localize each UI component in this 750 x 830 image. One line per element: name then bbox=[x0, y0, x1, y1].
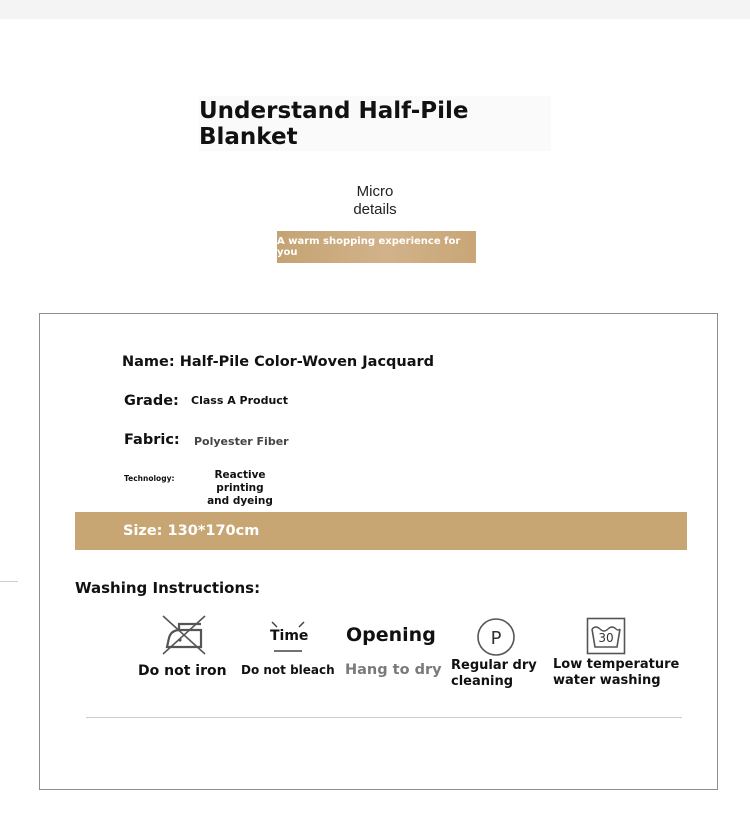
wash-30-icon bbox=[586, 617, 626, 655]
card-divider bbox=[86, 717, 682, 718]
grade-value: Class A Product bbox=[191, 394, 289, 407]
dry-clean-p-icon bbox=[476, 617, 516, 657]
washing-title: Washing Instructions: bbox=[75, 579, 261, 597]
no-bleach-caption: Do not bleach bbox=[241, 663, 335, 677]
micro-line1: Micro bbox=[356, 183, 394, 200]
page-title bbox=[199, 96, 551, 151]
time-icon-text: Time bbox=[270, 628, 309, 644]
technology-value-line2: and dyeing bbox=[207, 495, 273, 507]
low-temp-caption-line2: water washing bbox=[553, 673, 661, 688]
name-label: Name: Half-Pile Color-Woven Jacquard bbox=[122, 354, 435, 370]
tagline-banner bbox=[277, 231, 476, 263]
no-iron-caption: Do not iron bbox=[138, 663, 227, 679]
dry-clean-caption-line1: Regular dry bbox=[451, 658, 537, 673]
product-info-card bbox=[39, 313, 718, 790]
size-text: Size: 130*170cm bbox=[123, 523, 260, 539]
technology-label: Technology: bbox=[124, 474, 175, 483]
grade-label: Grade: bbox=[124, 393, 179, 409]
micro-details-heading bbox=[320, 183, 430, 219]
low-temp-caption-line1: Low temperature bbox=[553, 657, 680, 672]
technology-value bbox=[190, 469, 290, 508]
micro-line2: details bbox=[353, 201, 397, 218]
dry-clean-p-letter: P bbox=[490, 628, 502, 649]
opening-icon-text: Opening bbox=[346, 624, 436, 646]
top-gray-bar bbox=[0, 0, 750, 19]
hang-dry-caption: Hang to dry bbox=[345, 662, 442, 678]
dry-clean-caption-line2: cleaning bbox=[451, 674, 514, 689]
wash-30-number: 30 bbox=[598, 631, 614, 645]
no-iron-icon bbox=[161, 614, 207, 656]
technology-value-line1: Reactive printing bbox=[214, 469, 266, 494]
side-divider bbox=[0, 581, 18, 582]
dry-clean-caption bbox=[451, 658, 551, 690]
fabric-value: Polyester Fiber bbox=[194, 435, 289, 448]
tagline-text: A warm shopping experience for you bbox=[277, 236, 461, 258]
size-bar bbox=[75, 512, 687, 550]
low-temp-caption bbox=[553, 657, 693, 689]
page-title-text: Understand Half-Pile Blanket bbox=[199, 97, 469, 150]
fabric-label: Fabric: bbox=[124, 432, 180, 448]
